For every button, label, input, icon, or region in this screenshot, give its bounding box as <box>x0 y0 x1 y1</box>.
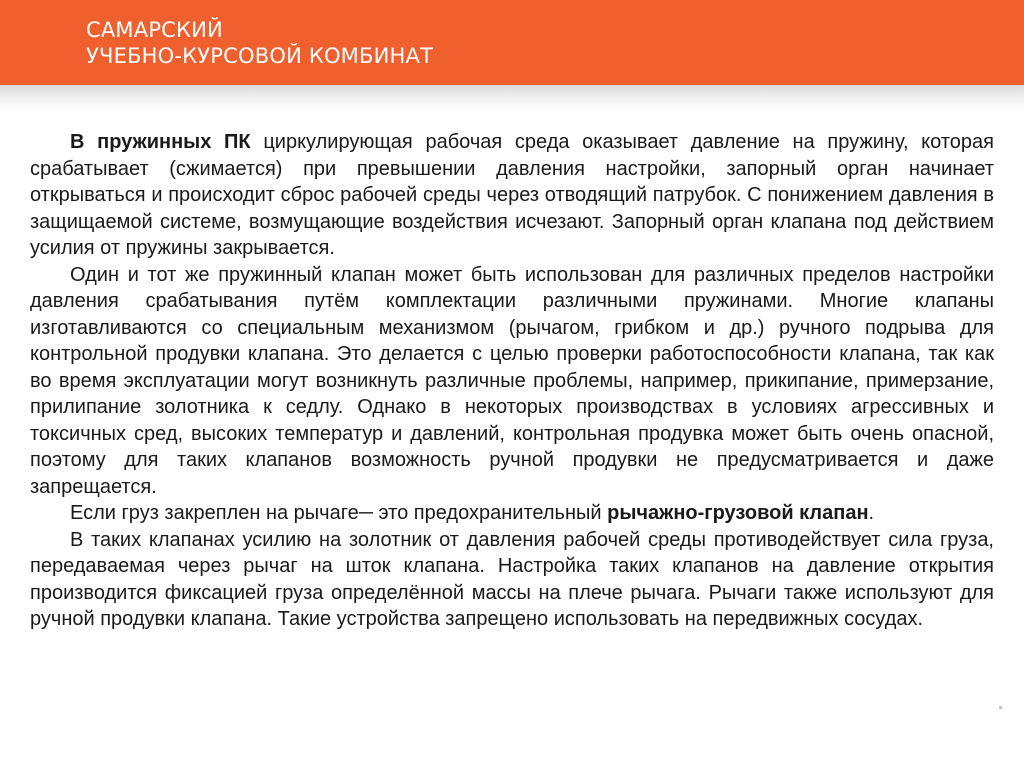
header-title-line1: САМАРСКИЙ <box>86 18 223 42</box>
paragraph-lever-load <box>30 500 994 527</box>
header-shadow <box>0 85 1024 113</box>
header-bar <box>0 0 1024 86</box>
paragraph-lever-load-start: Если груз закреплен на рычаге─ это предохранительный <box>70 502 608 524</box>
paragraph-lever-valves: В таких клапанах усилию на золотник от давления рабочей среды противодействует сила груза, передаваемая через рычаг на шток клапана. Настройка таких клапанов на давление открытия производится фиксацией груза определённой массы на плече рычага. Рычаги также используют для ручной продувки клапана. Такие устройства запрещено использовать на передвижных сосудах. <box>30 528 994 630</box>
corner-dot <box>999 706 1002 709</box>
paragraph-spring-valves <box>30 129 994 262</box>
body-text <box>30 129 994 633</box>
paragraph-pressure-settings: Один и тот же пружинный клапан может быть использован для различных пределов настройки давления срабатывания путём комплектации различными пружинами. Многие клапаны изготавливаются со специальным механизмом (рычагом, грибком и др.) ручного подрыва для контрольной продувки клапана. Это делается с целью проверки работоспособности клапана, так как во время эксплуатации могут возникнуть различные проблемы, например, прикипание, примерзание, прилипание золотника к седлу. Однако в некоторых производствах в условиях агрессивных и токсичных сред, высоких температур и давлений, контрольная продувка может быть очень опасной, поэтому для таких клапанов возможность ручной продувки не предусматривается и даже запрещается. <box>30 263 994 498</box>
header-title <box>86 17 433 69</box>
paragraph-lever-load-bold: рычажно-грузовой клапан <box>607 502 869 524</box>
paragraph-lever-load-end: . <box>868 502 875 524</box>
header-title-line2: УЧЕБНО-КУРСОВОЙ КОМБИНАТ <box>86 44 434 68</box>
paragraph-spring-valves-text: циркулирующая рабочая среда оказывает давление на пружину, которая срабатывает (сжимается) при превышении давления настройки, запорный орган начинает открываться и происходит сброс рабочей среды через отводящий патрубок. С понижением давления в защищаемой системе, возмущающие воздействия исчезают. Запорный орган клапана под действием усилия от пружины закрывается. <box>30 131 994 259</box>
paragraph-spring-valves-bold: В пружинных ПК <box>70 131 251 153</box>
